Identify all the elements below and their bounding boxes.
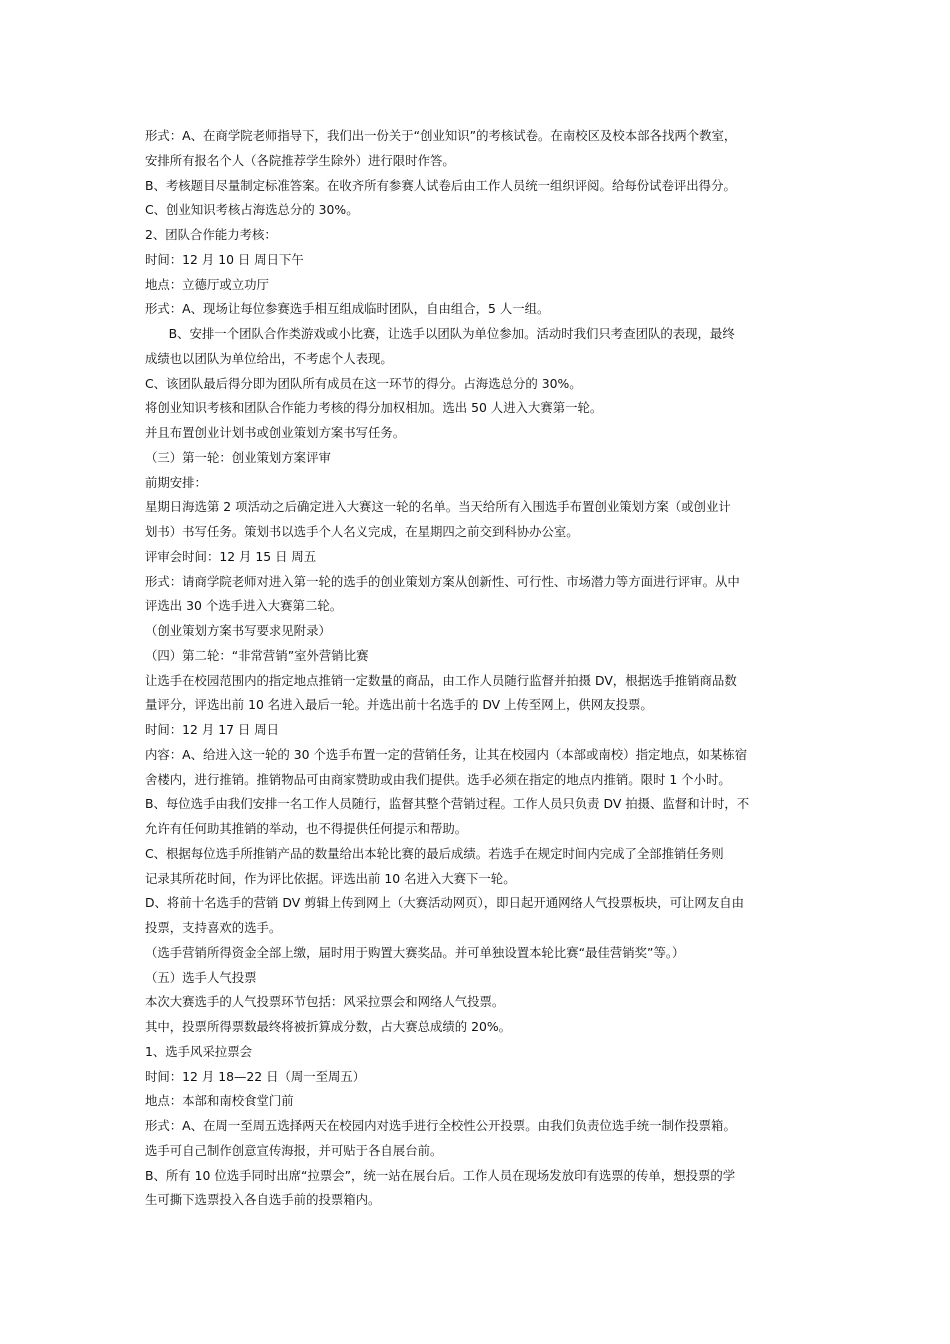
text-line: 前期安排： [145, 474, 207, 490]
text-line: 让选手在校园范围内的指定地点推销一定数量的商品，由工作人员随行监督并拍摄 DV，根据选手推销商品数 [145, 672, 737, 688]
text-line: 并且布置创业计划书或创业策划方案书写任务。 [145, 425, 406, 440]
text-line: B、所有 10 位选手同时出席“拉票会”，统一站在展台后。工作人员在现场发放印有选票的传单，想投票的学 [145, 1167, 736, 1183]
text-line: 地点：立德厅或立功厅 [145, 276, 269, 292]
text-line: 内容：A、给进入这一轮的 30 个选手布置一定的营销任务，让其在校园内（本部或南校）指定地点，如某栋宿 [145, 746, 748, 762]
text-line: 生可撕下选票投入各自选手前的投票箱内。 [145, 1192, 381, 1208]
text-line: 划书）书写任务。策划书以选手个人名义完成，在星期四之前交到科协办公室。 [145, 524, 579, 539]
text-line: 将创业知识考核和团队合作能力考核的得分加权相加。选出 50 人进入大赛第一轮。 [145, 400, 603, 416]
text-line: B、安排一个团队合作类游戏或小比赛，让选手以团队为单位参加。活动时我们只考查团队的表现，最终 [145, 326, 735, 341]
text-line: C、根据每位选手所推销产品的数量给出本轮比赛的最后成绩。若选手在规定时间内完成了全部推销任务则 [145, 845, 724, 861]
text-line: 允许有任何助其推销的举动，也不得提供任何提示和帮助。 [145, 821, 468, 836]
text-line: C、创业知识考核占海选总分的 30%。 [145, 202, 359, 218]
text-line: 本次大赛选手的人气投票环节包括：风采拉票会和网络人气投票。 [145, 994, 505, 1010]
text-line: 地点：本部和南校食堂门前 [145, 1093, 294, 1109]
text-line: 评审会时间：12 月 15 日 周五 [145, 548, 317, 564]
text-line: 形式：A、在周一至周五选择两天在校园内对选手进行全校性公开投票。由我们负责位选手统一制作投票箱。 [145, 1118, 736, 1133]
document-body [145, 124, 825, 1213]
text-line: 成绩也以团队为单位给出，不考虑个人表现。 [145, 350, 393, 366]
section-heading: 1、选手风采拉票会 [145, 1043, 253, 1059]
text-line: 选手可自己制作创意宣传海报，并可贴于各自展台前。 [145, 1142, 443, 1158]
text-line: 安排所有报名个人（各院推荐学生除外）进行限时作答。 [145, 152, 455, 168]
text-line: 舍楼内，进行推销。推销物品可由商家赞助或由我们提供。选手必须在指定的地点内推销。限时 1 个小时。 [145, 771, 731, 787]
text-line: 其中，投票所得票数最终将被折算成分数，占大赛总成绩的 20%。 [145, 1019, 512, 1034]
text-line: C、该团队最后得分即为团队所有成员在这一环节的得分。占海选总分的 30%。 [145, 375, 582, 391]
text-line: 形式：A、现场让每位参赛选手相互组成临时团队，自由组合，5 人一组。 [145, 301, 550, 317]
section-heading: 2、团队合作能力考核： [145, 227, 277, 242]
text-line: 评选出 30 个选手进入大赛第二轮。 [145, 598, 343, 614]
text-line: （创业策划方案书写要求见附录） [145, 623, 331, 638]
text-line: 记录其所花时间，作为评比依据。评选出前 10 名进入大赛下一轮。 [145, 870, 516, 886]
text-line: 时间：12 月 10 日 周日下午 [145, 251, 304, 267]
text-line: 投票，支持喜欢的选手。 [145, 920, 282, 935]
text-line: B、每位选手由我们安排一名工作人员随行，监督其整个营销过程。工作人员只负责 DV 拍摄、监督和计时，不 [145, 796, 750, 812]
section-heading: （三）第一轮：创业策划方案评审 [145, 449, 331, 465]
text-line: 时间：12 月 17 日 周日 [145, 722, 280, 737]
text-line: B、考核题目尽量制定标准答案。在收齐所有参赛人试卷后由工作人员统一组织评阅。给每份试卷评出得分。 [145, 177, 736, 193]
text-line: （选手营销所得资金全部上缴，届时用于购置大赛奖品。并可单独设置本轮比赛“最佳营销奖”等。） [145, 944, 685, 960]
text-line: 形式：请商学院老师对进入第一轮的选手的创业策划方案从创新性、可行性、市场潜力等方面进行评审。从中 [145, 573, 740, 589]
section-heading: （五）选手人气投票 [145, 969, 257, 985]
text-line: 时间：12 月 18—22 日（周一至周五） [145, 1068, 366, 1084]
section-heading: （四）第二轮：“非常营销”室外营销比赛 [145, 647, 369, 663]
text-line: 形式：A、在商学院老师指导下，我们出一份关于“创业知识”的考核试卷。在南校区及校本部各找两个教室， [145, 128, 737, 143]
text-line: D、将前十名选手的营销 DV 剪辑上传到网上（大赛活动网页），即日起开通网络人气投票板块，可让网友自由 [145, 895, 744, 911]
text-line: 星期日海选第 2 项活动之后确定进入大赛这一轮的名单。当天给所有入围选手布置创业策划方案（或创业计 [145, 499, 731, 515]
text-line: 量评分，评选出前 10 名进入最后一轮。并选出前十名选手的 DV 上传至网上，供网友投票。 [145, 697, 653, 713]
